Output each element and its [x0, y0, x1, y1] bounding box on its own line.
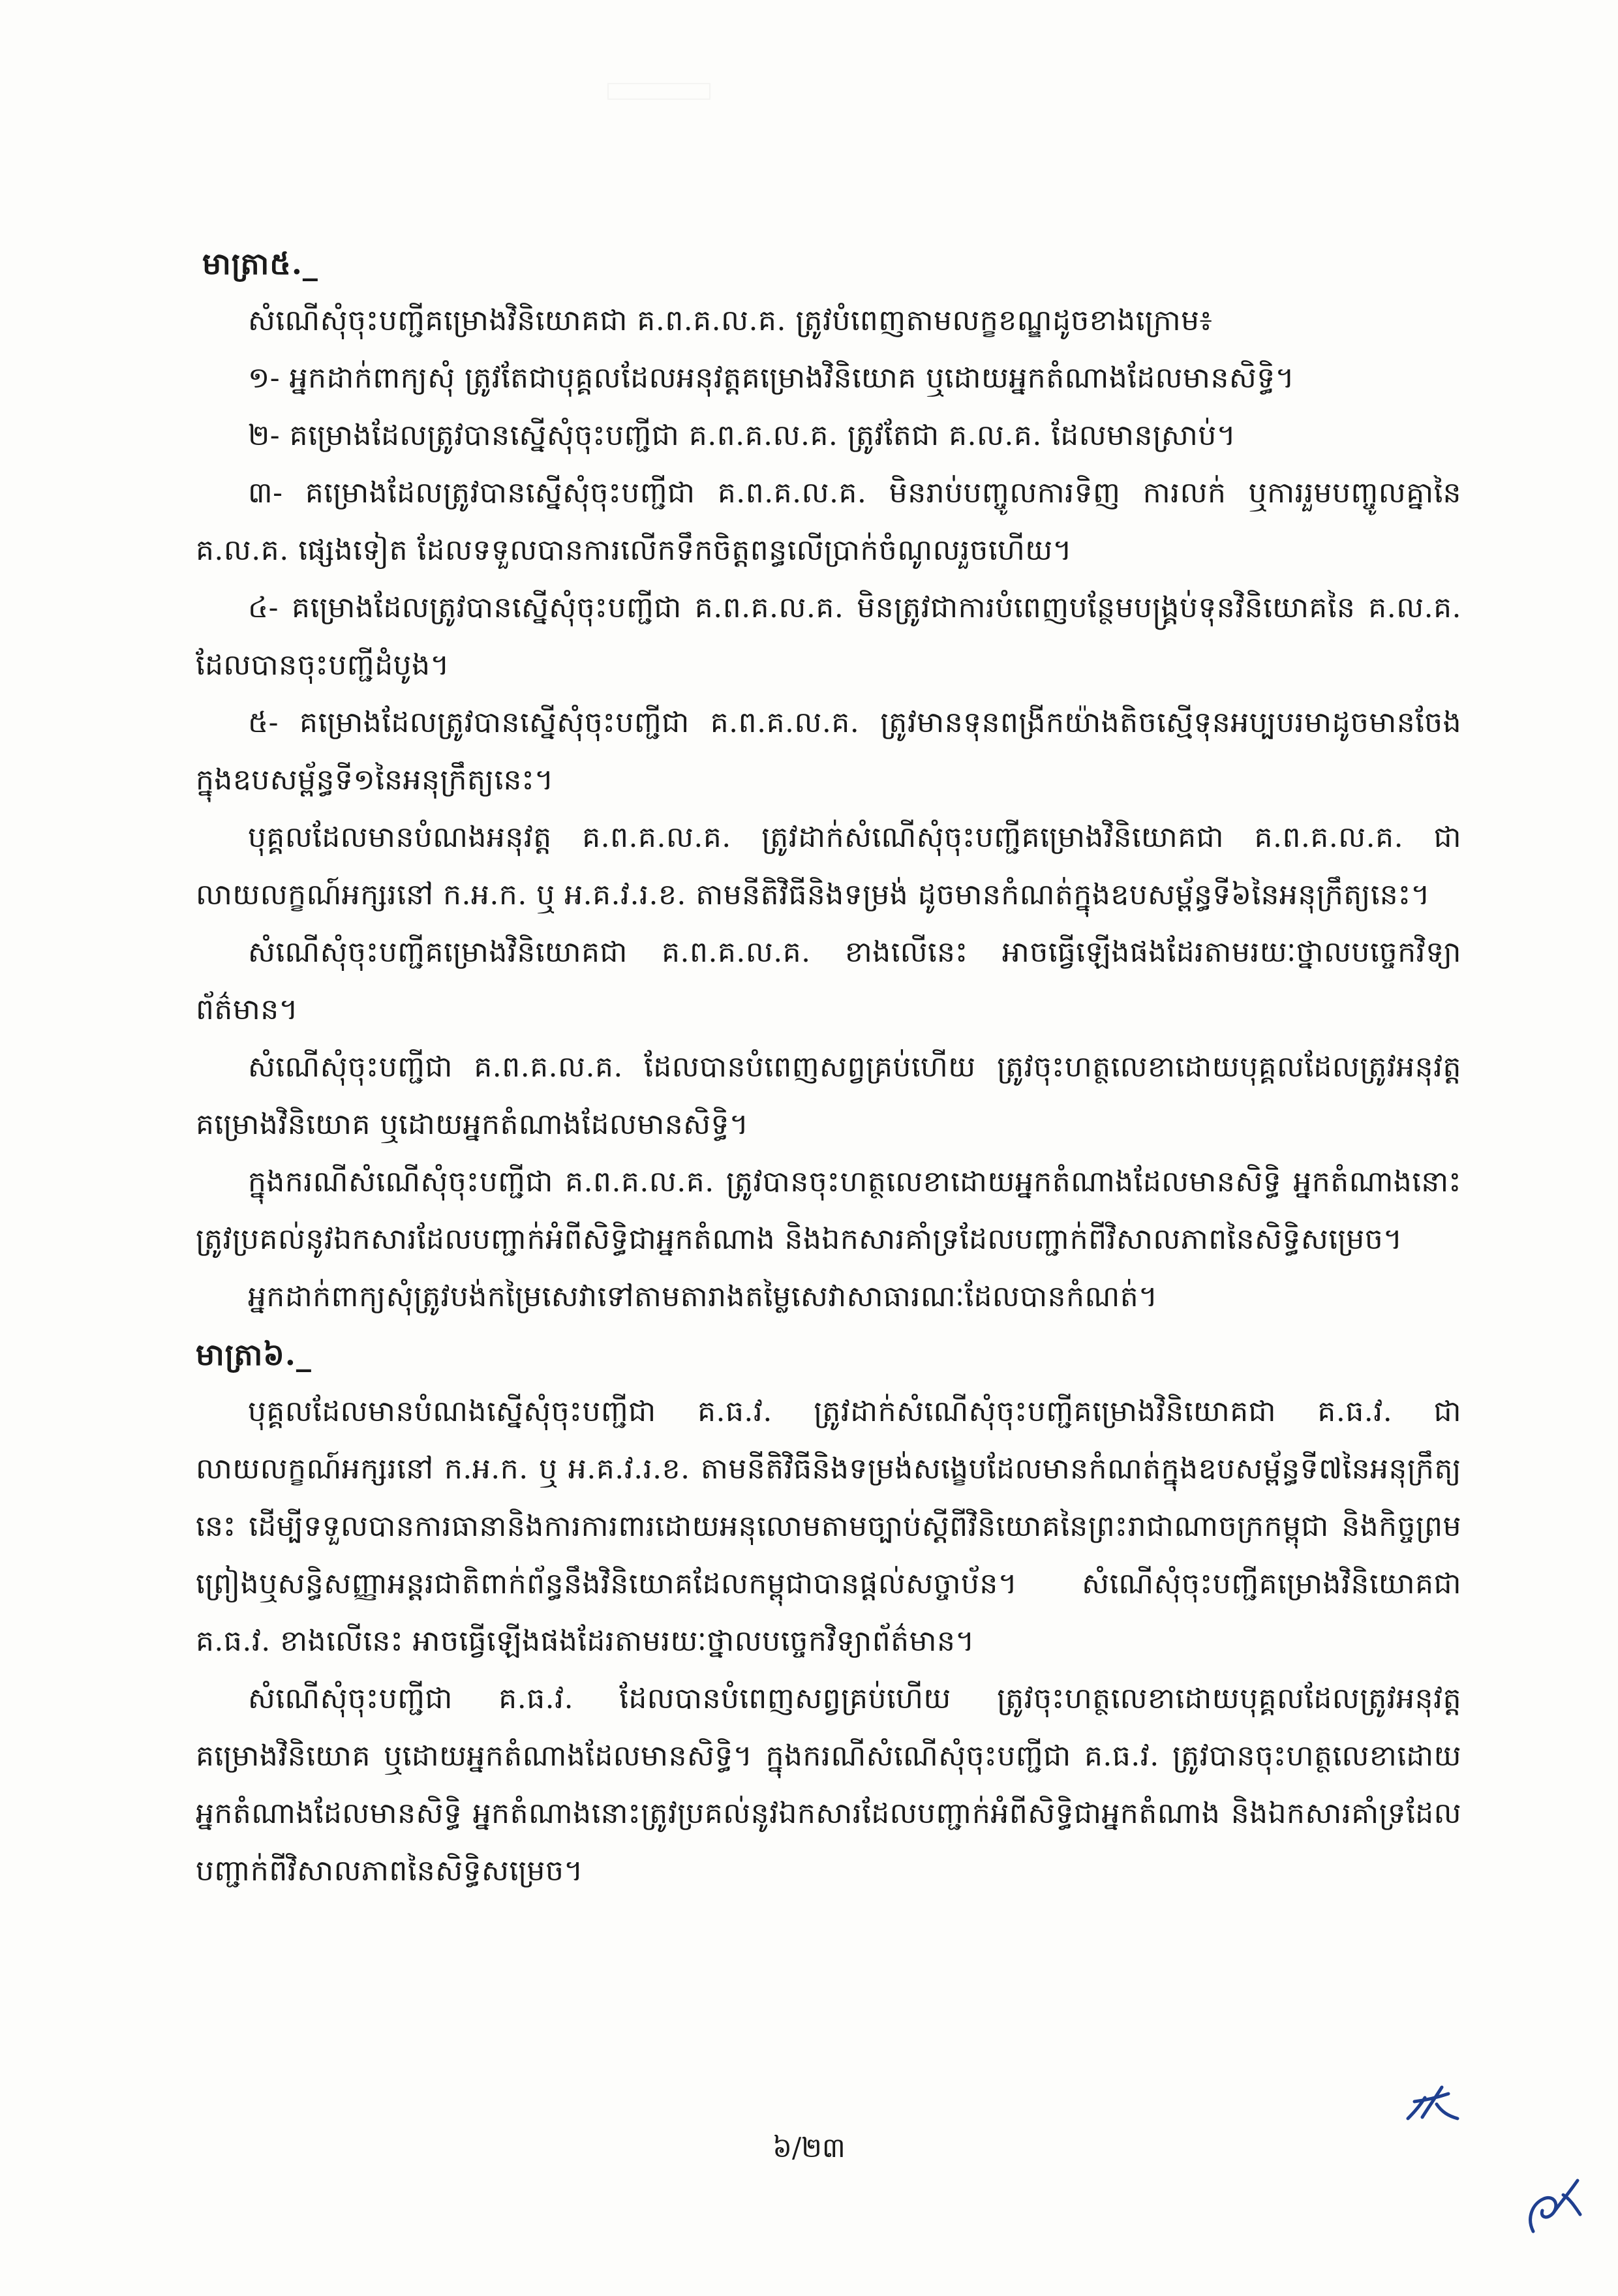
article-5-paragraph-fee: អ្នកដាក់ពាក្យសុំត្រូវបង់កម្រៃសេវាទៅតាមតារាងតម្លៃសេវាសាធារណៈដែលបានកំណត់។	[248, 1280, 1158, 1313]
article-5-intro: សំណើសុំចុះបញ្ជីគម្រោងវិនិយោគជា គ.ព.គ.ល.គ. ត្រូវបំពេញតាមលក្ខខណ្ឌដូចខាងក្រោម៖	[248, 304, 1213, 337]
article-5-paragraph-submission: បុគ្គលដែលមានបំណងអនុវត្ត គ.ព.គ.ល.គ. ត្រូវដាក់សំណើសុំចុះបញ្ជីគម្រោងវិនិយោគជា គ.ព.គ.ល.គ. ជាលាយលក្ខណ៍អក្សរនៅ ក.អ.ក. ឬ អ.គ.វ.រ.ខ. តាមនីតិវិធីនិងទម្រង់ ដូចមានកំណត់ក្នុងឧបសម្ព័ន្ធទី៦នៃអនុក្រឹត្យនេះ។	[196, 821, 1461, 911]
article-5-item-2: ២- គម្រោងដែលត្រូវបានស្នើសុំចុះបញ្ជីជា គ.ព.គ.ល.គ. ត្រូវតែជា គ.ល.គ. ដែលមានស្រាប់។	[248, 419, 1236, 452]
article-6-paragraph-submission: បុគ្គលដែលមានបំណងស្នើសុំចុះបញ្ជីជា គ.ធ.វ. ត្រូវដាក់សំណើសុំចុះបញ្ជីគម្រោងវិនិយោគជា គ.ធ.វ. ជាលាយលក្ខណ៍អក្សរនៅ ក.អ.ក. ឬ អ.គ.វ.រ.ខ. តាមនីតិវិធីនិងទម្រង់សង្ខេបដែលមានកំណត់ក្នុងឧបសម្ព័ន្ធទី៧នៃអនុក្រឹត្យនេះ ដើម្បីទទួលបានការធានានិងការការពារដោយអនុលោមតាមច្បាប់ស្តីពីវិនិយោគនៃព្រះរាជាណាចក្រកម្ពុជា និងកិច្ចព្រមព្រៀងឬសន្ធិសញ្ញាអន្តរជាតិពាក់ព័ន្ធនឹងវិនិយោគដែលកម្ពុជាបានផ្តល់សច្ចាប័ន។ សំណើសុំចុះបញ្ជីគម្រោងវិនិយោគជា គ.ធ.វ. ខាងលើនេះ អាចធ្វើឡើងផងដែរតាមរយៈថ្នាលបច្ចេកវិទ្យាព័ត៌មាន។	[196, 1395, 1461, 1658]
article-5-paragraph-signature: សំណើសុំចុះបញ្ជីជា គ.ព.គ.ល.គ. ដែលបានបំពេញសព្វគ្រប់ហើយ ត្រូវចុះហត្ថលេខាដោយបុគ្គលដែលត្រូវអនុវត្តគម្រោងវិនិយោគ ឬដោយអ្នកតំណាងដែលមានសិទ្ធិ។	[196, 1050, 1461, 1141]
article-5-item-4: ៤- គម្រោងដែលត្រូវបានស្នើសុំចុះបញ្ជីជា គ.ព.គ.ល.គ. មិនត្រូវជាការបំពេញបន្ថែមបង្គ្រប់ទុនវិនិយោគនៃ គ.ល.គ. ដែលបានចុះបញ្ជីដំបូង។	[196, 591, 1461, 682]
article-5-heading: មាត្រា៥._	[202, 246, 318, 281]
article-5-item-3: ៣- គម្រោងដែលត្រូវបានស្នើសុំចុះបញ្ជីជា គ.ព.គ.ល.គ. មិនរាប់បញ្ចូលការទិញ ការលក់ ឬការរួមបញ្ចូលគ្នានៃ គ.ល.គ. ផ្សេងទៀត ដែលទទួលបានការលើកទឹកចិត្តពន្ធលើប្រាក់ចំណូលរួចហើយ។	[196, 476, 1461, 567]
document-body	[196, 235, 1461, 1900]
page-number: ៦/២៣	[772, 2132, 846, 2164]
article-5-paragraph-online: សំណើសុំចុះបញ្ជីគម្រោងវិនិយោគជា គ.ព.គ.ល.គ. ខាងលើនេះ អាចធ្វើឡើងផងដែរតាមរយៈថ្នាលបច្ចេកវិទ្យាព័ត៌មាន។	[196, 936, 1461, 1026]
article-6-paragraph-signature: សំណើសុំចុះបញ្ជីជា គ.ធ.វ. ដែលបានបំពេញសព្វគ្រប់ហើយ ត្រូវចុះហត្ថលេខាដោយបុគ្គលដែលត្រូវអនុវត្តគម្រោងវិនិយោគ ឬដោយអ្នកតំណាងដែលមានសិទ្ធិ។ ក្នុងករណីសំណើសុំចុះបញ្ជីជា គ.ធ.វ. ត្រូវបានចុះហត្ថលេខាដោយអ្នកតំណាងដែលមានសិទ្ធិ អ្នកតំណាងនោះត្រូវប្រគល់នូវឯកសារដែលបញ្ជាក់អំពីសិទ្ធិជាអ្នកតំណាង និងឯកសារគាំទ្រដែលបញ្ជាក់ពីវិសាលភាពនៃសិទ្ធិសម្រេច។	[196, 1682, 1461, 1888]
corner-signature-icon	[1520, 2173, 1585, 2244]
article-6-heading: មាត្រា៦._	[196, 1337, 312, 1372]
initials-signature-icon	[1403, 2078, 1461, 2130]
article-5-item-1: ១- អ្នកដាក់ពាក្យសុំ ត្រូវតែជាបុគ្គលដែលអនុវត្តគម្រោងវិនិយោគ ឬដោយអ្នកតំណាងដែលមានសិទ្ធិ។	[248, 361, 1295, 395]
article-5-paragraph-representative: ក្នុងករណីសំណើសុំចុះបញ្ជីជា គ.ព.គ.ល.គ. ត្រូវបានចុះហត្ថលេខាដោយអ្នកតំណាងដែលមានសិទ្ធិ អ្នកតំណាងនោះត្រូវប្រគល់នូវឯកសារដែលបញ្ជាក់អំពីសិទ្ធិជាអ្នកតំណាង និងឯកសារគាំទ្រដែលបញ្ជាក់ពីវិសាលភាពនៃសិទ្ធិសម្រេច។	[196, 1165, 1461, 1256]
article-5-item-5: ៥- គម្រោងដែលត្រូវបានស្នើសុំចុះបញ្ជីជា គ.ព.គ.ល.គ. ត្រូវមានទុនពង្រីកយ៉ាងតិចស្មើទុនអប្បបរមាដូចមានចែងក្នុងឧបសម្ព័ន្ធទី១នៃអនុក្រឹត្យនេះ។	[196, 706, 1461, 797]
faint-stamp-mark	[607, 78, 711, 104]
